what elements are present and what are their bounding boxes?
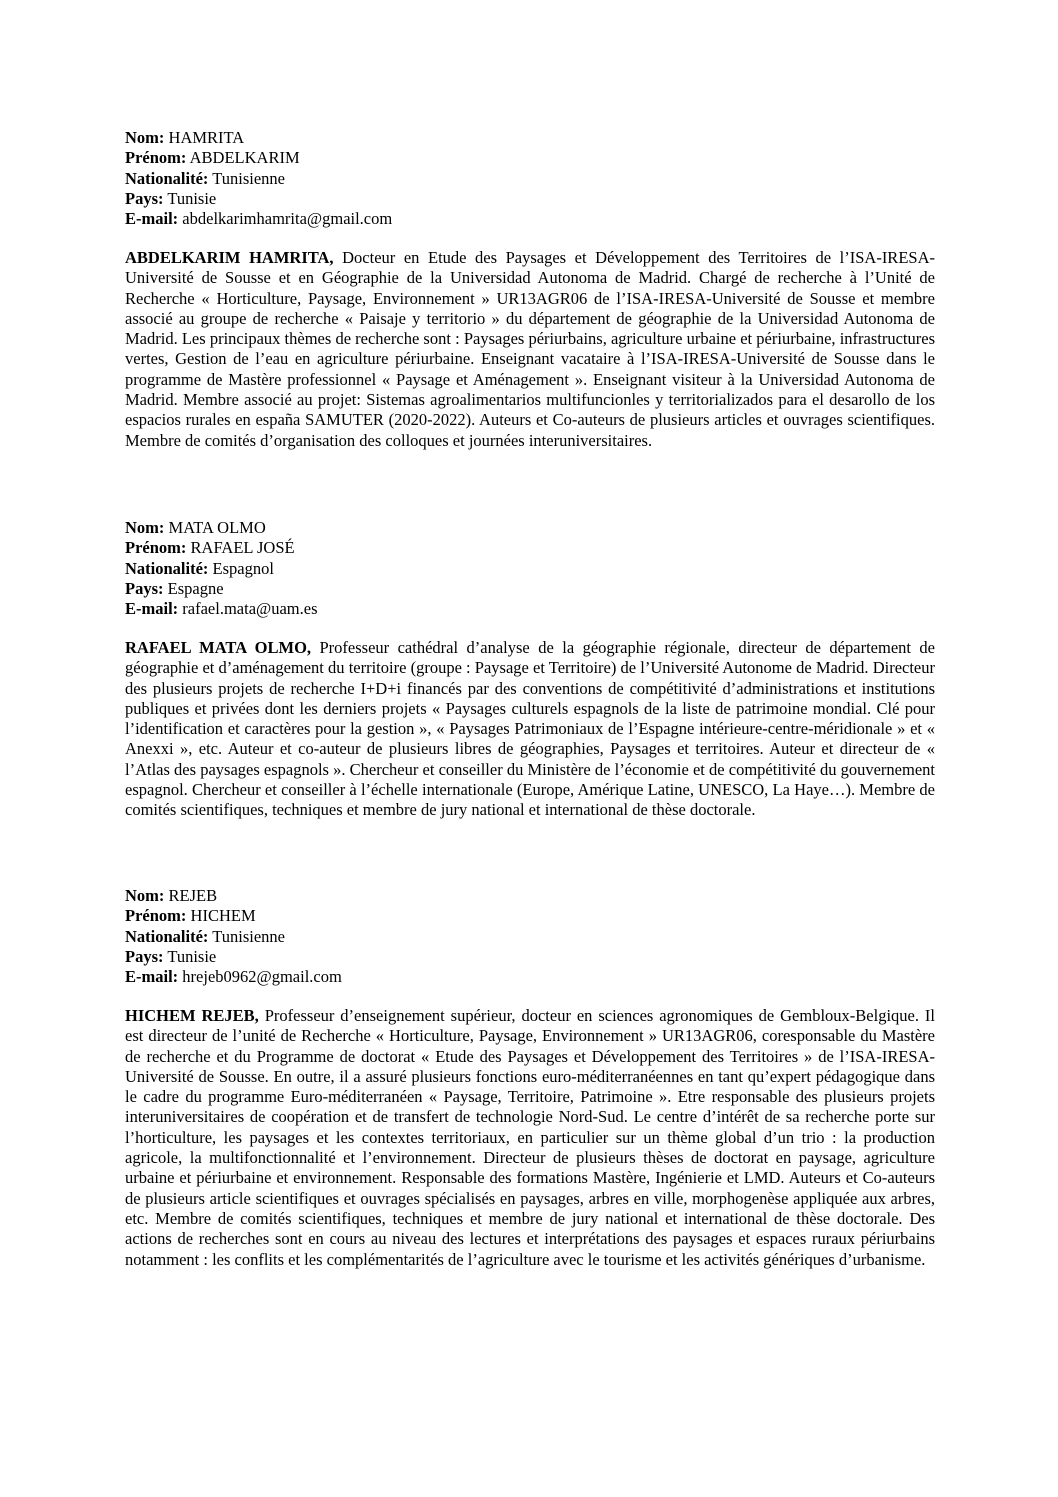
- pays-line: [125, 947, 885, 967]
- nationalite-label: Nationalité:: [125, 558, 209, 578]
- bio-text: Professeur cathédral d’analyse de la géographie régionale, directeur de département de géographie et d’aménagement du territoire (groupe : Paysage et Territoire) de l’Université Autonome de Madrid. Directeur des plusieurs projets de recherche I+D+i financés par des conventions de compétitivité d’administrations et institutions publiques et privées dont les derniers projets « Paysages culturels espagnols de la liste de patrimoine mondial. Clé pour l’identification et caractères pour la gestion », « Paysages Patrimoniaux de l’Espagne intérieure-centre-méridionale » et « Anexxi », etc. Auteur et co-auteur de plusieurs libres de géographies, Paysages et territoires. Auteur et directeur de « l’Atlas des paysages espagnols ». Chercheur et conseiller du Ministère de l’économie et de compétitivité du gouvernement espagnol. Chercheur et conseiller à l’échelle internationale (Europe, Amérique Latine, UNESCO, La Haye…). Membre de comités scientifiques, techniques et membre de jury national et international de thèse doctorale.: [125, 638, 936, 820]
- nom-value: MATA OLMO: [168, 518, 266, 537]
- person-info-block: [125, 128, 885, 229]
- nom-value: HAMRITA: [168, 128, 245, 147]
- email-line: [125, 599, 885, 619]
- nationalite-label: Nationalité:: [125, 926, 209, 946]
- prenom-value: RAFAEL JOSÉ: [190, 538, 295, 558]
- nom-line: [125, 886, 885, 906]
- bio-name: ABDELKARIM HAMRITA,: [125, 248, 334, 267]
- nom-label: Nom:: [125, 128, 165, 147]
- pays-label: Pays:: [125, 578, 164, 598]
- bio-paragraph: [125, 638, 935, 821]
- nom-label: Nom:: [125, 518, 165, 537]
- pays-line: [125, 579, 885, 599]
- pays-value: Tunisie: [167, 946, 217, 966]
- person-info-block: [125, 886, 885, 987]
- nationalite-value: Tunisienne: [212, 168, 285, 188]
- bio-name: RAFAEL MATA OLMO,: [125, 638, 312, 657]
- bio-paragraph: [125, 248, 935, 451]
- prenom-label: Prénom:: [125, 906, 187, 926]
- prenom-label: Prénom:: [125, 538, 187, 558]
- prenom-line: [125, 148, 885, 168]
- nom-value: REJEB: [168, 886, 218, 905]
- pays-label: Pays:: [125, 188, 164, 208]
- email-value: hrejeb0962@gmail.com: [182, 967, 342, 987]
- nom-line: [125, 128, 885, 148]
- bio-text: Professeur d’enseignement supérieur, docteur en sciences agronomiques de Gembloux-Belgique. Il est directeur de l’unité de Recherche « Horticulture, Paysage, Environnement » UR13AGR06, coresponsable du Mastère de recherche et du Programme de doctorat « Etude des Paysages et Développement des Territoires » de l’ISA-IRESA-Université de Sousse. En outre, il a assuré plusieurs fonctions euro-méditerranéennes en tant qu’expert pédagogique dans le cadre du programme Euro-méditerranéen « Paysage, Territoire, Patrimoine ». Etre responsable des plusieurs projets interuniversitaires de coopération et de transfert de technologie Nord-Sud. Le centre d’intérêt de sa recherche porte sur l’horticulture, les paysages et les contextes territoriaux, en particulier sur un thème global d’un trio : la production agricole, la multifonctionnalité et l’environnement. Directeur de plusieurs thèses de doctorat en paysage, agriculture urbaine et périurbaine et environnement. Responsable des formations Mastère, Ingénierie et LMD. Auteurs et Co-auteurs de plusieurs article scientifiques et ouvrages spécialisés en paysages, arbres en ville, morphogenèse appliquée aux arbres, etc. Membre de comités scientifiques, techniques et membre de jury national et international de thèse doctorale. Des actions de recherches sont en cours au niveau des lectures et interprétations des paysages et espaces ruraux périurbains notamment : les conflits et les complémentarités de l’agriculture avec le tourisme et les activités génériques d’urbanisme.: [125, 1006, 935, 1269]
- prenom-label: Prénom:: [125, 148, 187, 168]
- nom-line: [125, 518, 885, 538]
- bio-name: HICHEM REJEB,: [125, 1006, 259, 1025]
- pays-value: Espagne: [167, 578, 224, 598]
- email-line: [125, 967, 885, 987]
- pays-line: [125, 189, 885, 209]
- email-line: [125, 209, 885, 229]
- pays-label: Pays:: [125, 946, 164, 966]
- pays-value: Tunisie: [167, 188, 217, 208]
- nationalite-value: Tunisienne: [212, 926, 285, 946]
- prenom-line: [125, 906, 885, 926]
- nationalite-line: [125, 559, 885, 579]
- person-info-block: [125, 518, 885, 619]
- prenom-value: HICHEM: [190, 906, 256, 926]
- bio-paragraph: [125, 1006, 935, 1270]
- bio-text: Docteur en Etude des Paysages et Développement des Territoires de l’ISA-IRESA-Université de Sousse et en Géographie de la Universidad Autonoma de Madrid. Chargé de recherche à l’Unité de Recherche « Horticulture, Paysage, Environnement » UR13AGR06 de l’ISA-IRESA-Université de Sousse et membre associé au groupe de recherche « Paisaje y territorio » du département de géographie de la Universidad Autonoma de Madrid. Les principaux thèmes de recherche sont : Paysages périurbains, agriculture urbaine et périurbaine, infrastructures vertes, Gestion de l’eau en agriculture périurbaine. Enseignant vacataire à l’ISA-IRESA-Université de Sousse dans le programme de Mastère professionnel « Paysage et Aménagement ». Enseignant visiteur à la Universidad Autonoma de Madrid. Membre associé au projet: Sistemas agroalimentarios multifuncionles y territorializados para el desarollo de los espacios rurales en españa SAMUTER (2020-2022). Auteurs et Co-auteurs de plusieurs articles et ouvrages scientifiques. Membre de comités d’organisation des colloques et journées interuniversitaires.: [125, 248, 935, 450]
- email-value: abdelkarimhamrita@gmail.com: [182, 209, 393, 229]
- email-label: E-mail:: [125, 209, 179, 229]
- prenom-value: ABDELKARIM: [189, 148, 300, 168]
- nom-label: Nom:: [125, 886, 165, 905]
- nationalite-label: Nationalité:: [125, 168, 209, 188]
- email-label: E-mail:: [125, 599, 179, 619]
- nationalite-line: [125, 927, 885, 947]
- nationalite-value: Espagnol: [212, 558, 274, 578]
- email-label: E-mail:: [125, 967, 179, 987]
- prenom-line: [125, 538, 885, 558]
- email-value: rafael.mata@uam.es: [182, 599, 318, 619]
- nationalite-line: [125, 169, 885, 189]
